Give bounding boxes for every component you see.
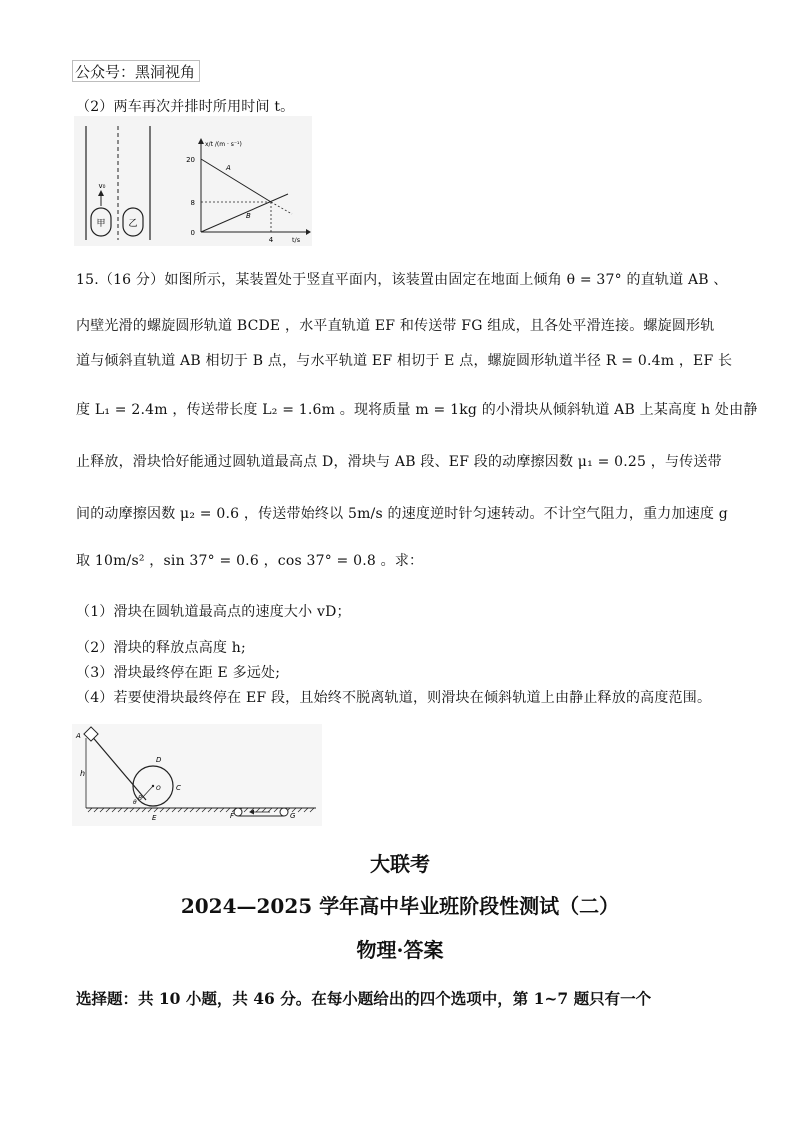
watermark: 公众号：黑洞视角 — [72, 60, 200, 82]
label-theta: θ — [133, 799, 137, 806]
line-b-label: B — [246, 212, 251, 220]
q15-part-4: （4）若要使滑块最终停在 EF 段，且始终不脱离轨道，则滑块在倾斜轨道上由静止释放的高度范围。 — [76, 690, 712, 706]
line-a-label: A — [226, 164, 231, 172]
q15-line-3: 道与倾斜直轨道 AB 相切于 B 点，与水平轨道 EF 相切于 E 点，螺旋圆形轨道半径 R = 0.4m ，EF 长 — [76, 353, 733, 369]
q15-line-1: 15.（16 分）如图所示，某装置处于竖直平面内，该装置由固定在地面上倾角 θ = 37° 的直轨道 AB 、 — [76, 272, 728, 288]
q15-line-7: 取 10m/s² ，sin 37° = 0.6 ，cos 37° = 0.8 。求： — [76, 553, 424, 569]
belt-roller-g — [280, 808, 288, 816]
belt-roller-f — [234, 808, 242, 816]
v0-label: v₀ — [98, 182, 106, 190]
q15-line-4: 度 L₁ = 2.4m ，传送带长度 L₂ = 1.6m 。现将质量 m = 1kg 的小滑块从倾斜轨道 AB 上某高度 h 处由静 — [76, 402, 758, 418]
answer-subject: 物理·答案 — [356, 938, 444, 962]
label-g: G — [290, 812, 296, 820]
label-a: A — [76, 732, 81, 740]
q15-part-1: （1）滑块在圆轨道最高点的速度大小 vD； — [76, 604, 351, 620]
label-o: O — [156, 785, 161, 792]
label-h: h — [80, 769, 86, 778]
q15-part-2: （2）滑块的释放点高度 h; — [76, 640, 246, 656]
label-d: D — [156, 756, 162, 764]
label-f: F — [230, 812, 235, 820]
q15-line-6: 间的动摩擦因数 μ₂ = 0.6 ，传送带始终以 5m/s 的速度逆时针匀速转动。不计空气阻力，重力加速度 g — [76, 506, 728, 522]
answer-section-heading: 选择题：共 10 小题，共 46 分。在每小题给出的四个选项中，第 1~7 题只有一个 — [76, 989, 652, 1008]
figure-q14 — [74, 116, 312, 246]
car-jia-label: 甲 — [96, 219, 106, 229]
label-c: C — [176, 784, 181, 792]
figure-q14-background — [74, 116, 312, 246]
tick-y-0: 0 — [190, 229, 195, 237]
graph-x-label: t/s — [292, 236, 301, 244]
tick-y-8: 8 — [190, 199, 195, 207]
label-e: E — [152, 814, 157, 822]
answer-brand: 大联考 — [370, 852, 430, 876]
question-14-part-2: （2）两车再次并排时所用时间 t。 — [76, 99, 295, 115]
graph-y-label: x/t /(m · s⁻¹) — [205, 141, 242, 148]
car-yi-label: 乙 — [128, 219, 138, 229]
tick-x-4: 4 — [268, 236, 274, 244]
answer-title: 2024—2025 学年高中毕业班阶段性测试（二） — [180, 894, 620, 918]
figure-q15 — [72, 724, 322, 826]
label-b: B — [138, 795, 143, 802]
tick-y-20: 20 — [186, 156, 195, 164]
q15-line-5: 止释放，滑块恰好能通过圆轨道最高点 D，滑块与 AB 段、EF 段的动摩擦因数 μ₁ = 0.25 ，与传送带 — [76, 454, 722, 470]
q15-line-2: 内壁光滑的螺旋圆形轨道 BCDE ，水平直轨道 EF 和传送带 FG 组成，且各处平滑连接。螺旋圆形轨 — [76, 318, 715, 334]
q15-part-3: （3）滑块最终停在距 E 多远处; — [76, 665, 281, 681]
